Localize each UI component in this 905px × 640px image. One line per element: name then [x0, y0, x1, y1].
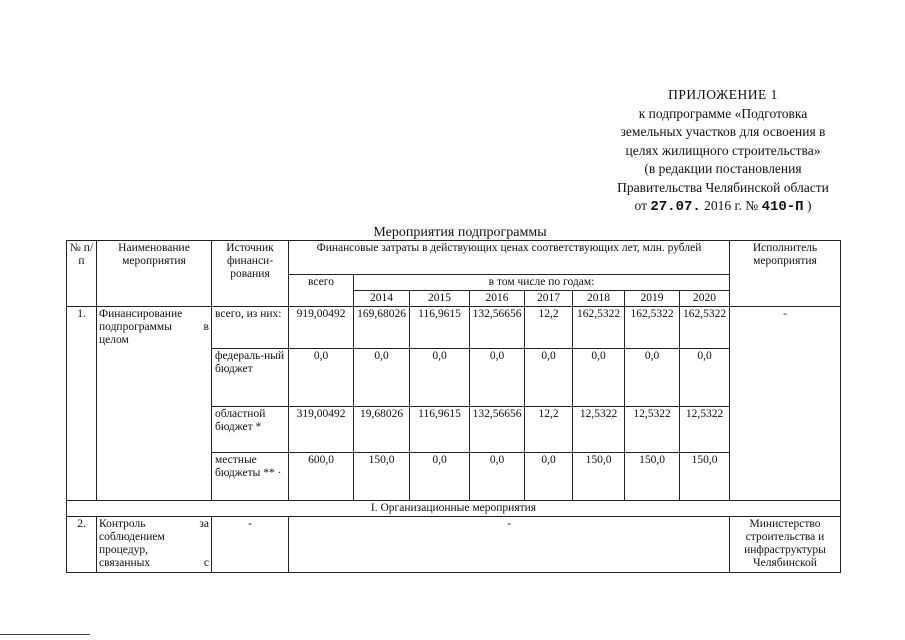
row-executor: - [730, 307, 841, 501]
value-cell: 150,0 [573, 453, 625, 501]
value-cell: 319,00492 [289, 407, 354, 453]
row-name-part: процедур, [99, 544, 148, 556]
header-row [67, 241, 841, 275]
row-name-part: связанных [99, 557, 151, 569]
appendix-date-line [596, 197, 850, 217]
row-num: 1. [67, 307, 97, 501]
value-cell: 0,0 [525, 349, 573, 407]
header-total: всего [289, 275, 354, 307]
value-cell: 132,56656 [470, 407, 525, 453]
row-name-part: за [199, 518, 209, 530]
value-cell: 162,5322 [625, 307, 680, 349]
value-cell: 0,0 [470, 453, 525, 501]
value-cell: 0,0 [289, 349, 354, 407]
value-cell: - [289, 517, 730, 573]
row-name [97, 517, 212, 573]
value-cell: 0,0 [354, 349, 410, 407]
date-mid: 2016 г. № [704, 198, 759, 213]
header-year: 2020 [680, 291, 730, 307]
value-cell: 0,0 [680, 349, 730, 407]
header-year: 2015 [410, 291, 470, 307]
value-cell: 12,5322 [625, 407, 680, 453]
appendix-line: целях жилищного строительства» [625, 142, 821, 158]
appendix-line: (в редакции постановления [644, 161, 802, 176]
value-cell: 12,5322 [573, 407, 625, 453]
header-year: 2016 [470, 291, 525, 307]
value-cell: 132,56656 [470, 307, 525, 349]
value-cell: 919,00492 [289, 307, 354, 349]
header-year: 2014 [354, 291, 410, 307]
value-cell: 150,0 [354, 453, 410, 501]
header-source: Источник финанси-рования [212, 241, 289, 307]
appendix-line: Правительства Челябинской области [617, 179, 829, 195]
section-row [67, 501, 841, 517]
value-cell: 19,68026 [354, 407, 410, 453]
row-executor: Министерство строительства и инфраструктуры Челябинской [730, 517, 841, 573]
row-name-part: с [203, 557, 209, 569]
decree-number: 410-П [761, 199, 804, 215]
source-label: - [212, 517, 289, 573]
events-table [66, 240, 841, 573]
date-fill: 27.07. [650, 199, 701, 215]
header-by-years: в том числе по годам: [354, 275, 730, 291]
header-name: Наименование мероприятия [97, 241, 212, 307]
value-cell: 162,5322 [573, 307, 625, 349]
value-cell: 12,2 [525, 307, 573, 349]
value-cell: 116,9615 [410, 307, 470, 349]
value-cell: 0,0 [410, 349, 470, 407]
value-cell: 12,2 [525, 407, 573, 453]
appendix-line: к подпрограмме «Подготовка [638, 105, 808, 121]
header-year: 2018 [573, 291, 625, 307]
value-cell: 116,9615 [410, 407, 470, 453]
header-year: 2019 [625, 291, 680, 307]
appendix-header [596, 86, 850, 217]
value-cell: 0,0 [410, 453, 470, 501]
page-divider [0, 634, 90, 635]
table-row [67, 517, 841, 573]
table-row [67, 307, 841, 349]
header-num: № п/п [67, 241, 97, 307]
header-executor: Исполнитель мероприятия [730, 241, 841, 307]
value-cell: 600,0 [289, 453, 354, 501]
appendix-title: ПРИЛОЖЕНИЕ 1 [668, 87, 778, 102]
table-caption: Мероприятия подпрограммы [373, 225, 547, 240]
value-cell: 169,68026 [354, 307, 410, 349]
row-name: Финансирование подпрограммы в целом [97, 307, 212, 501]
header-costs: Финансовые затраты в действующих ценах соответствующих лет, млн. рублей [289, 241, 730, 275]
source-label: всего, из них: [212, 307, 289, 349]
row-name-part: соблюдением [99, 531, 165, 543]
value-cell: 0,0 [470, 349, 525, 407]
value-cell: 0,0 [573, 349, 625, 407]
date-suffix: ) [806, 198, 812, 213]
row-num: 2. [67, 517, 97, 573]
date-prefix: от [634, 198, 647, 213]
appendix-line: земельных участков для освоения в [620, 124, 826, 139]
value-cell: 150,0 [625, 453, 680, 501]
source-label: федераль-ный бюджет [212, 349, 289, 407]
header-year: 2017 [525, 291, 573, 307]
source-label: местные бюджеты ** · [212, 453, 289, 501]
value-cell: 162,5322 [680, 307, 730, 349]
section-title: I. Организационные мероприятия [67, 501, 841, 517]
row-name-part: Контроль [99, 518, 146, 530]
source-label: областной бюджет * [212, 407, 289, 453]
value-cell: 12,5322 [680, 407, 730, 453]
value-cell: 0,0 [625, 349, 680, 407]
value-cell: 0,0 [525, 453, 573, 501]
value-cell: 150,0 [680, 453, 730, 501]
